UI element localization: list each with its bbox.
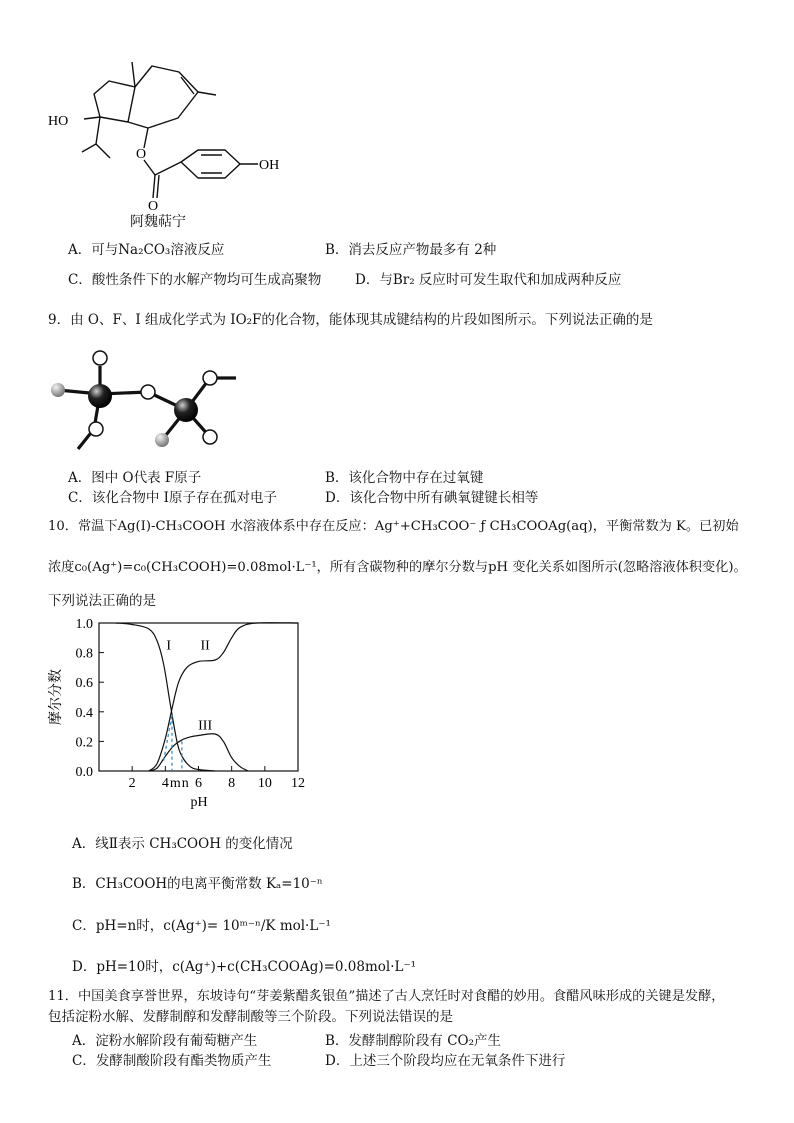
q10-option-a: A．线Ⅱ表示 CH₃COOH 的变化情况	[72, 836, 293, 852]
q10-option-d: D．pH=10时，c(Ag⁺)+c(CH₃COOAg)=0.08mol·L⁻¹	[72, 959, 417, 975]
x-tick-label: 10	[257, 776, 272, 791]
q11-option-d: D．上述三个阶段均应在无氧条件下进行	[325, 1053, 566, 1069]
x-tick-label: 2	[128, 776, 136, 791]
o-atom-small	[141, 385, 155, 399]
x-tick-label: 4	[161, 776, 169, 791]
series-line-III	[149, 734, 249, 771]
q10-stem-line1: 10．常温下Ag(Ⅰ)-CH₃COOH 水溶液体系中存在反应：Ag⁺+CH₃COO⁻ ƒ CH₃COOAg(aq)，平衡常数为 K。已初始	[48, 519, 739, 534]
q10-option-c: C．pH=n时，c(Ag⁺)= 10ᵐ⁻ⁿ/K mol·L⁻¹	[72, 918, 331, 934]
molecule-structure	[40, 48, 300, 233]
chart-frame	[99, 623, 298, 771]
series-label: III	[198, 718, 213, 734]
q10-stem-line2: 浓度c₀(Ag⁺)=c₀(CH₃COOH)=0.08mol·L⁻¹，所有含碳物种的摩尔分数与pH 变化关系如图所示(忽略溶液体积变化)。	[48, 560, 747, 575]
gray-atom	[51, 383, 65, 397]
q11-option-c: C．发酵制酸阶段有酯类物质产生	[72, 1053, 272, 1069]
ester-o-label: O	[136, 147, 147, 162]
marker-m-label: m	[169, 776, 181, 791]
y-tick-label: 1.0	[75, 617, 93, 632]
y-tick-label: 0.0	[75, 765, 93, 780]
x-tick-label: 8	[228, 776, 236, 791]
q11-option-b: B．发酵制醇阶段有 CO₂产生	[325, 1033, 502, 1049]
q11-stem-line1: 11．中国美食享誉世界，东坡诗句“芽姜紫醋炙银鱼”描述了古人烹饪时对食醋的妙用。食醋风味形成的关键是发酵，	[48, 989, 725, 1004]
q11-option-a: A．淀粉水解阶段有葡萄糖产生	[72, 1033, 258, 1049]
y-tick-label: 0.6	[75, 676, 93, 692]
q9-stem: 9．由 O、F、I 组成化学式为 IO₂F的化合物，能体现其成键结构的片段如图所示。下列说法正确的是	[48, 312, 653, 328]
q8-option-c: C．酸性条件下的水解产物均可生成高聚物	[68, 272, 322, 288]
q11-stem-line2: 包括淀粉水解、发酵制醇和发酵制酸等三个阶段。下列说法错误的是	[48, 1009, 453, 1025]
q8-option-d: D．与Br₂ 反应时可发生取代和加成两种反应	[355, 272, 622, 288]
x-tick-label: 12	[291, 776, 305, 791]
o-atom-small	[203, 430, 217, 444]
q9-option-d: D．该化合物中所有碘氧键键长相等	[325, 490, 539, 506]
q10-option-b: B．CH₃COOH的电离平衡常数 Kₐ=10⁻ⁿ	[72, 876, 323, 892]
q9-option-a: A．图中 O代表 F原子	[68, 470, 202, 486]
oh-label: OH	[259, 158, 280, 173]
q8-option-b: B．消去反应产物最多有 2种	[325, 242, 497, 258]
q10-stem-line3: 下列说法正确的是	[48, 593, 156, 609]
ho-label: HO	[48, 114, 69, 129]
black-atom	[88, 384, 112, 408]
y-tick-label: 0.4	[75, 705, 93, 721]
molecule-name: 阿魏萜宁	[130, 214, 186, 230]
o-atom-small	[203, 371, 217, 385]
y-tick-label: 0.8	[75, 646, 93, 662]
chart-ylabel: 摩尔分数	[49, 669, 64, 725]
o-atom-small	[93, 351, 107, 365]
black-atom	[174, 398, 198, 422]
bond-structure-figure	[48, 344, 248, 454]
carbonyl-o-label: O	[148, 199, 159, 214]
x-tick-label: 6	[195, 776, 202, 791]
q9-option-b: B．该化合物中存在过氧键	[325, 470, 484, 486]
q9-option-c: C．该化合物中 I原子存在孤对电子	[68, 490, 277, 506]
chart-xlabel: pH	[190, 795, 208, 810]
mole-fraction-chart	[44, 612, 324, 812]
o-atom-small	[89, 422, 103, 436]
y-tick-label: 0.2	[75, 735, 93, 751]
series-label: II	[200, 638, 210, 654]
gray-atom	[155, 433, 169, 447]
q8-option-a: A．可与Na₂CO₃溶液反应	[68, 242, 225, 258]
series-label: I	[166, 638, 171, 654]
marker-n-label: n	[181, 776, 189, 791]
